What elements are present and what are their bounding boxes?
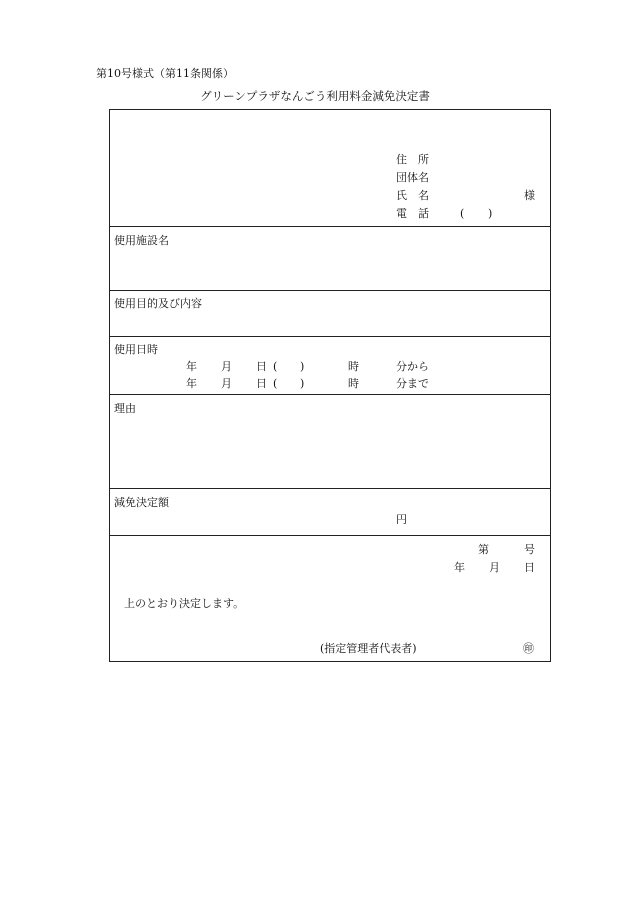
issuer-label: (指定管理者代表者): [320, 642, 417, 655]
reduction-amount-label: 減免決定額: [114, 496, 169, 509]
phone-paren-open: (: [460, 207, 465, 220]
reason-label: 理由: [114, 402, 136, 415]
end-weekday-open: (: [273, 377, 278, 390]
start-day: 日: [256, 360, 267, 373]
start-weekday-open: (: [273, 360, 278, 373]
end-minute: 分まで: [396, 377, 429, 390]
divider: [109, 226, 551, 227]
address-label: 住 所: [396, 153, 429, 166]
purpose-label: 使用目的及び内容: [114, 297, 202, 310]
applicant-name-label: 氏 名: [396, 189, 429, 202]
end-year: 年: [186, 377, 197, 390]
start-weekday-close: ): [300, 360, 305, 373]
phone-paren-close: ): [488, 207, 493, 220]
divider: [109, 290, 551, 291]
start-hour: 時: [348, 360, 359, 373]
document-title: グリーンプラザなんごう利用料金減免決定書: [200, 89, 430, 103]
divider: [109, 488, 551, 489]
end-hour: 時: [348, 377, 359, 390]
start-minute: 分から: [396, 360, 429, 373]
end-weekday-close: ): [300, 377, 305, 390]
decision-month: 月: [489, 561, 500, 574]
form-table: [109, 109, 551, 662]
decision-year: 年: [454, 561, 465, 574]
decision-statement: 上のとおり決定します。: [124, 597, 245, 610]
facility-name-label: 使用施設名: [114, 234, 169, 247]
group-name-label: 団体名: [396, 171, 429, 184]
divider: [109, 535, 551, 536]
honorific-sama: 様: [524, 189, 535, 202]
form-number: 第10号様式（第11条関係）: [96, 67, 234, 80]
yen-unit: 円: [396, 513, 407, 526]
end-month: 月: [221, 377, 232, 390]
decision-day: 日: [524, 561, 535, 574]
number-prefix: 第: [478, 543, 489, 556]
divider: [109, 336, 551, 337]
divider: [109, 394, 551, 395]
usage-datetime-label: 使用日時: [114, 343, 158, 356]
phone-label: 電 話: [396, 207, 429, 220]
end-day: 日: [256, 377, 267, 390]
number-suffix: 号: [524, 543, 535, 556]
start-month: 月: [221, 360, 232, 373]
seal-mark: ㊞: [523, 642, 534, 655]
start-year: 年: [186, 360, 197, 373]
